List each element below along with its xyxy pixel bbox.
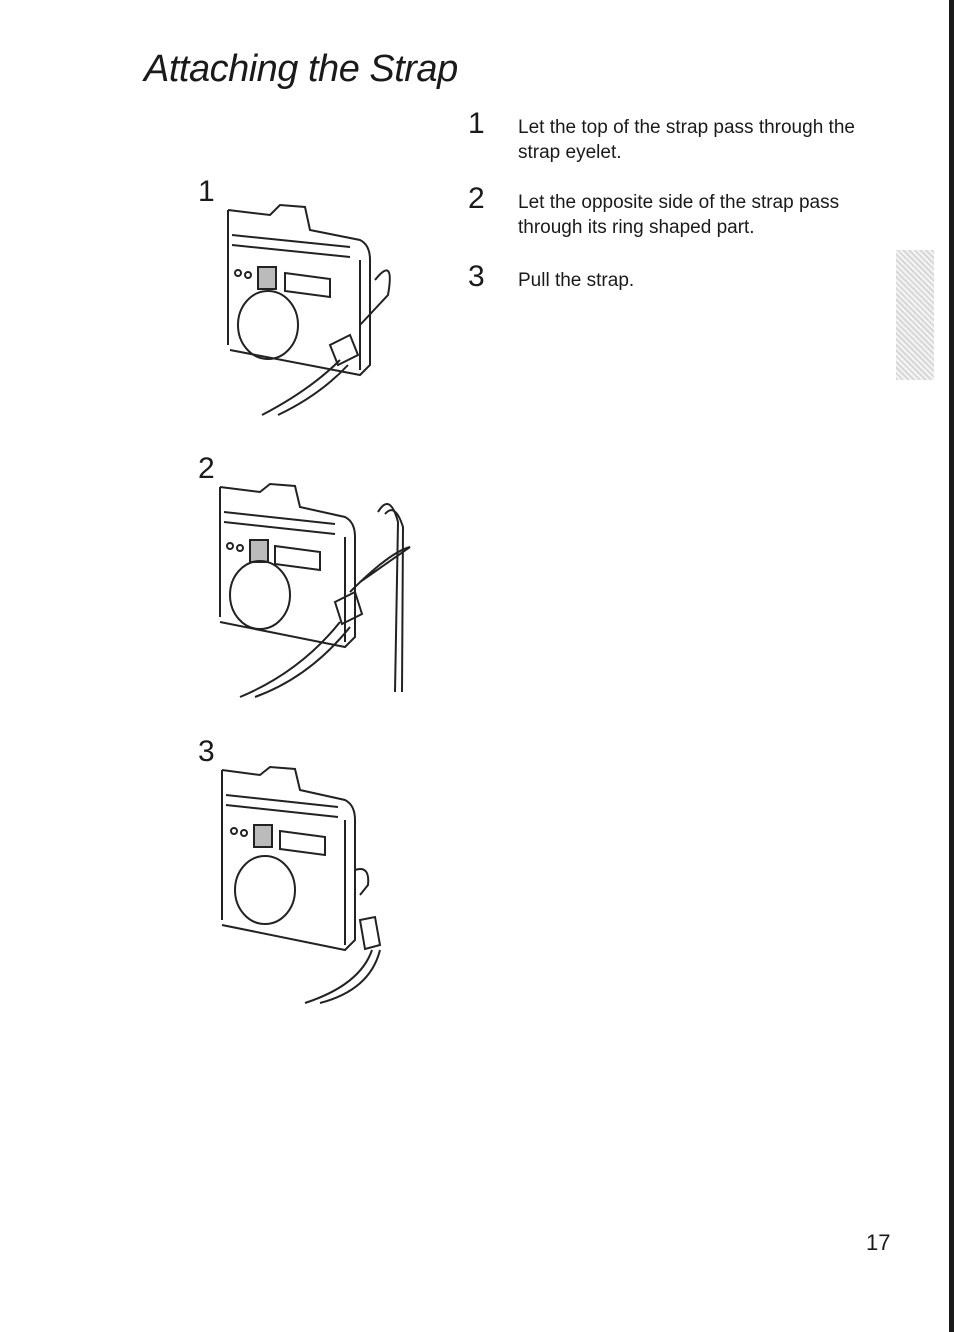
camera-strap-illustration-2 xyxy=(210,462,420,702)
step-number: 2 xyxy=(468,182,485,215)
figure-step-1 xyxy=(190,175,430,425)
figure-step-3 xyxy=(190,735,430,985)
figure-label: 2 xyxy=(198,452,215,485)
step-text: Pull the strap. xyxy=(518,270,635,291)
step-number: 1 xyxy=(468,107,485,140)
step-number: 3 xyxy=(468,260,485,293)
page-edge xyxy=(949,0,954,1332)
page-title: Attaching the Strap xyxy=(144,48,458,90)
camera-strap-illustration-3 xyxy=(210,745,410,1005)
figure-step-2 xyxy=(190,452,430,702)
step-text: Let the top of the strap pass through the strap eyelet. xyxy=(518,117,855,163)
figure-label: 1 xyxy=(198,175,215,208)
figure-label: 3 xyxy=(198,735,215,768)
section-tab-mark xyxy=(896,250,934,380)
page-number: 17 xyxy=(866,1230,891,1255)
camera-strap-illustration-1 xyxy=(210,185,410,420)
step-text: Let the opposite side of the strap pass through its ring shaped part. xyxy=(518,192,840,238)
